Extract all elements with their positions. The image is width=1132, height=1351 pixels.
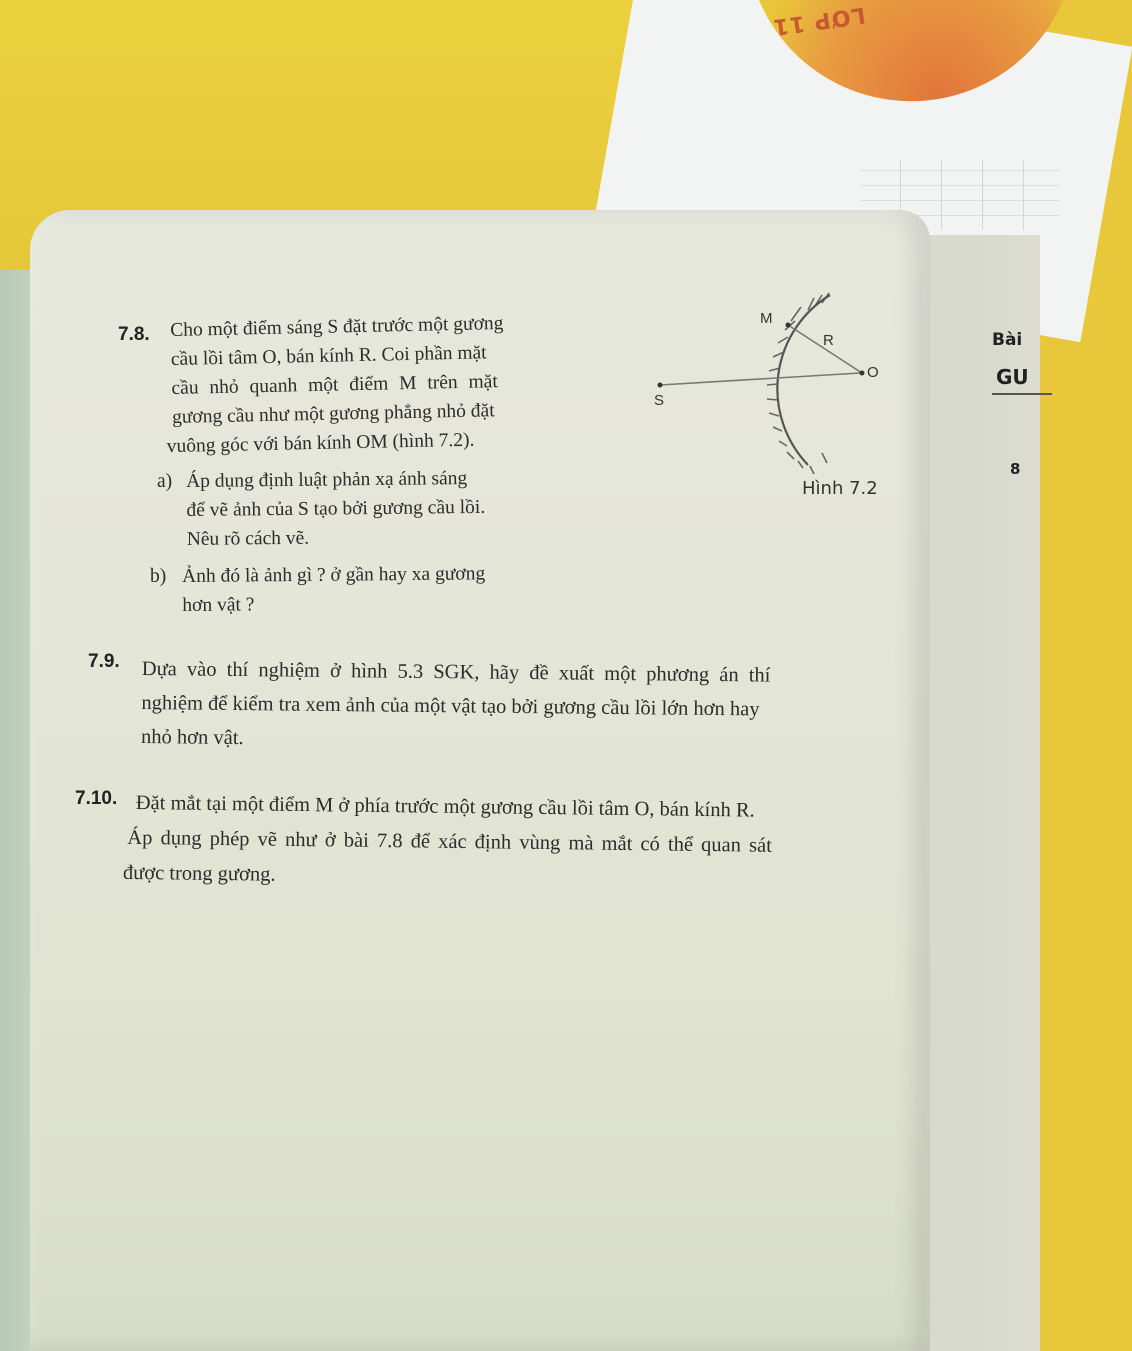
right-page-line1: Bài <box>992 330 1023 350</box>
point-m <box>786 323 791 328</box>
problem-7-9-text <box>141 652 771 761</box>
problem-7-10-text <box>122 786 773 899</box>
problem-7-8-line: cầu nhỏ quanh một điểm M trên mặt <box>171 371 498 399</box>
problem-7-10-number: 7.10. <box>75 788 118 809</box>
problem-7-9-line: Dựa vào thí nghiệm ở hình 5.3 SGK, hãy đề xuất một phương án thí <box>141 657 771 687</box>
part-a-text <box>186 464 486 554</box>
problem-7-9-line: nhỏ hơn vật. <box>140 725 244 750</box>
right-page-line2: GU <box>996 365 1029 389</box>
label-r: R <box>823 332 834 349</box>
figure-caption: Hình 7.2 <box>802 478 878 499</box>
problem-7-8-line: Cho một điểm sáng S đặt trước một gương <box>170 313 504 341</box>
problem-7-10-line: Áp dụng phép vẽ như ở bài 7.8 để xác định vùng mà mắt có thể quan sát <box>127 826 772 857</box>
mirror-hatching <box>767 293 829 474</box>
label-m: M <box>760 310 773 327</box>
label-o: O <box>867 364 879 381</box>
right-page-line3: 8 <box>1010 460 1021 478</box>
point-s <box>658 383 663 388</box>
point-o <box>860 371 865 376</box>
part-a-line: để vẽ ảnh của S tạo bởi gương cầu lồi. <box>186 496 486 521</box>
card-text: LƠP 11 <box>770 1 867 40</box>
label-s: S <box>654 392 665 409</box>
problem-7-8-line: vuông góc với bán kính OM (hình 7.2). <box>166 429 475 458</box>
problem-7-9-number: 7.9. <box>88 651 120 672</box>
principal-axis <box>660 373 860 385</box>
part-b-line: Ảnh đó là ảnh gì ? ở gần hay xa gương <box>182 563 486 587</box>
part-a-line: Nêu rõ cách vẽ. <box>186 527 310 550</box>
problem-7-9-line: nghiệm để kiểm tra xem ảnh của một vật tạo bởi gương cầu lồi lớn hơn hay <box>141 691 760 721</box>
right-page-rule <box>992 393 1052 395</box>
part-a-label: a) <box>157 471 173 492</box>
part-b-line: hơn vật ? <box>182 594 255 616</box>
problem-7-10-line: được trong gương. <box>122 861 276 886</box>
problem-7-8-line: gương cầu như một gương phẳng nhỏ đặt <box>171 400 495 428</box>
problem-7-8-number: 7.8. <box>118 324 150 345</box>
part-a-line: Áp dụng định luật phản xạ ánh sáng <box>186 468 468 492</box>
convex-mirror-arc <box>777 295 830 465</box>
problem-7-10-line: Đặt mắt tại một điểm M ở phía trước một gương cầu lồi tâm O, bán kính R. <box>135 791 755 822</box>
part-b-text <box>182 559 486 620</box>
problem-7-8-text <box>166 309 506 461</box>
problem-7-8-line: cầu lồi tâm O, bán kính R. Coi phần mặt <box>170 342 487 370</box>
part-b-label: b) <box>150 566 167 587</box>
